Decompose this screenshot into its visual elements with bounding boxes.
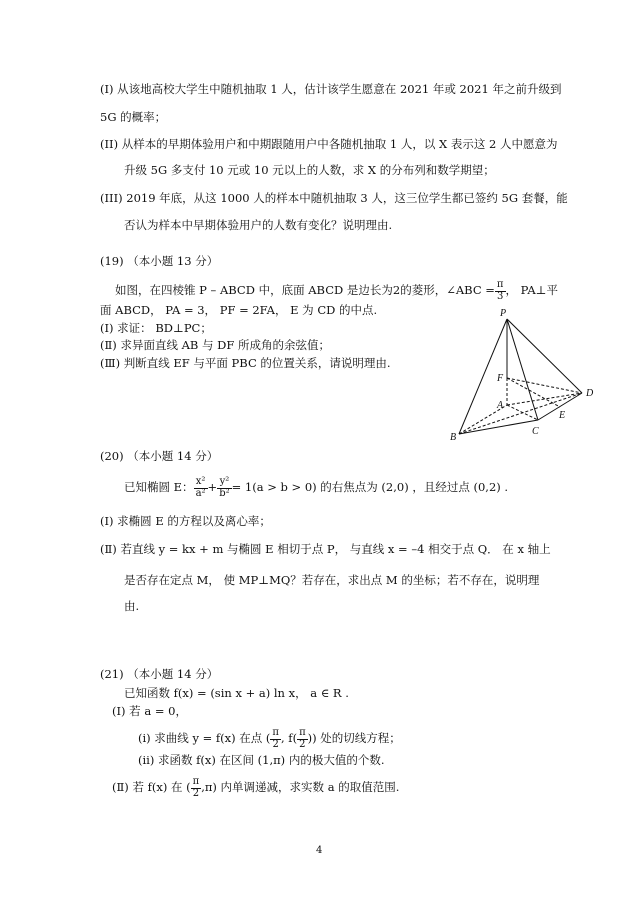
q21-part2-frac — [191, 777, 202, 799]
q21-sub1-b: )) 处的切线方程； — [307, 731, 401, 745]
q21-sub1-f1-den: 2 — [272, 738, 279, 750]
q20-intro-b: = 1(a > b > 0) 的右焦点为 (2,0) ，且经过点 (0,2) . — [231, 480, 509, 494]
q18-part1-line1: (I) 从该地高校大学生中随机抽取 1 人，估计该学生愿意在 2021 年或 2021 年之前升级到 — [100, 82, 562, 96]
q18-part3-line1: (III) 2019 年底，从这 1000 人的样本中随机抽取 3 人，这三位学生都已签约 5G 套餐，能 — [100, 191, 568, 205]
q18-part1-line2: 5G 的概率； — [100, 110, 167, 124]
label-A: A — [497, 400, 504, 411]
q21-sub1-f1-num: π — [272, 727, 279, 738]
q19-intro-line2: 面 ABCD， PA = 3， PF = 2FA， E 为 CD 的中点. — [100, 303, 378, 317]
q21-sub1-f2-den: 2 — [299, 738, 306, 750]
q20-intro — [124, 472, 508, 502]
edge-AC — [507, 405, 538, 420]
q20-x-num: x² — [194, 477, 208, 489]
q19-intro-a: 如图，在四棱锥 P – ABCD 中，底面 ABCD 是边长为2的菱形，∠ABC = — [115, 283, 495, 297]
label-D: D — [586, 388, 594, 399]
q20-x-den: a² — [195, 487, 206, 499]
q21-part2-a: (Ⅱ) 若 f(x) 在 ( — [112, 780, 191, 794]
label-P: P — [500, 308, 507, 319]
q19-header: (19) （本小题 13 分） — [100, 254, 219, 268]
q20-y-fraction — [217, 477, 231, 499]
q19-frac-den: 3 — [497, 290, 504, 302]
q21-sub1-mid: , f( — [281, 731, 298, 745]
q20-plus: + — [207, 480, 218, 494]
q21-sub1-a: (ⅰ) 求曲线 y = f(x) 在点 ( — [138, 731, 271, 745]
q18-part2-line2: 升级 5G 多支付 10 元或 10 元以上的人数，求 X 的分布列和数学期望； — [124, 163, 495, 177]
q18-part3-line2: 否认为样本中早期体验用户的人数有变化？说明理由. — [124, 218, 393, 232]
label-B: B — [450, 432, 457, 443]
q21-intro: 已知函数 f(x) = (sin x + a) ln x， a ∈ R . — [124, 686, 349, 700]
q20-x-fraction — [194, 477, 208, 499]
q20-y-den: b² — [219, 487, 230, 499]
edge-FE — [507, 378, 560, 407]
q19-part2: (Ⅱ) 求异面直线 AB 与 DF 所成角的余弦值； — [100, 338, 331, 352]
q20-part2-line3: 由. — [124, 599, 140, 613]
q21-header: (21) （本小题 14 分） — [100, 667, 219, 681]
q21-part2-f-den: 2 — [192, 787, 200, 799]
q21-sub1-f2-num: π — [299, 727, 306, 738]
q20-intro-a: 已知椭圆 E： — [124, 480, 194, 494]
q20-y-num: y² — [217, 477, 231, 489]
q18-part2-line1: (II) 从样本的早期体验用户和中期跟随用户中各随机抽取 1 人，以 X 表示这 2 人中愿意为 — [100, 137, 558, 151]
q21-part2-b: ,π) 内单调递减，求实数 a 的取值范围. — [201, 780, 400, 794]
q21-part1: (Ⅰ) 若 a = 0， — [112, 704, 187, 718]
label-E: E — [559, 410, 566, 421]
q21-sub1-frac1 — [270, 728, 281, 750]
edge-BC — [459, 420, 538, 434]
q21-sub1 — [138, 723, 401, 753]
q20-part2-line1: (Ⅱ) 若直线 y = kx + m 与椭圆 E 相切于点 P， 与直线 x = –4 相交于点 Q． 在 x 轴上 — [100, 542, 551, 556]
q19-part1: (Ⅰ) 求证： BD⊥PC； — [100, 321, 212, 335]
edge-FD — [507, 378, 582, 393]
page-number: 4 — [316, 845, 323, 856]
q19-part3: (Ⅲ) 判断直线 EF 与平面 PBC 的位置关系，请说明理由. — [100, 356, 391, 370]
q20-header: (20) （本小题 14 分） — [100, 449, 219, 463]
q20-part2-line2: 是否存在定点 M， 使 MP⊥MQ？若存在，求出点 M 的坐标；若不存在，说明理 — [124, 573, 540, 587]
q21-part2 — [112, 772, 399, 802]
q21-sub1-frac2 — [297, 728, 308, 750]
q21-part2-f-num: π — [192, 776, 200, 787]
label-C: C — [532, 426, 539, 437]
q20-part1: (Ⅰ) 求椭圆 E 的方程以及离心率； — [100, 514, 271, 528]
label-F: F — [497, 373, 504, 384]
q19-intro-b: ， PA⊥平 — [505, 283, 558, 297]
q19-frac-num: π — [496, 279, 504, 290]
q21-sub2: (ⅱ) 求函数 f(x) 在区间 (1,π) 内的极大值的个数. — [138, 753, 385, 767]
